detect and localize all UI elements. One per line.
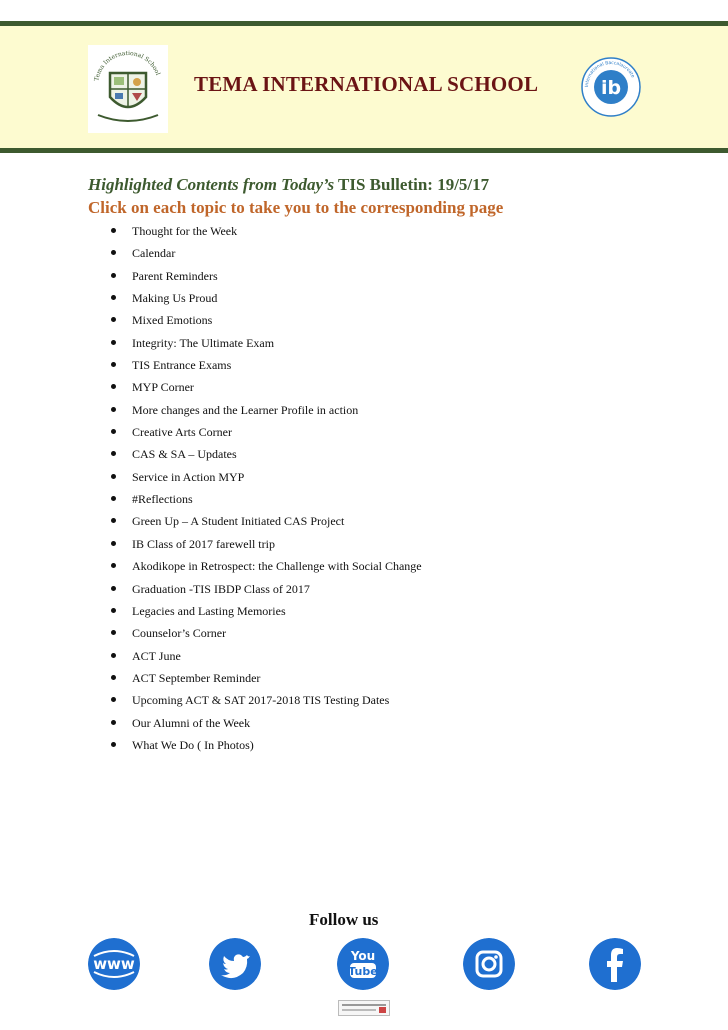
facebook-icon[interactable]: [589, 938, 641, 990]
topic-label[interactable]: Our Alumni of the Week: [132, 715, 251, 730]
topic-label[interactable]: #Reflections: [132, 492, 193, 507]
bullet-icon: [111, 474, 116, 479]
topic-label[interactable]: Legacies and Lasting Memories: [132, 603, 286, 618]
topic-label[interactable]: Counselor’s Corner: [132, 626, 227, 641]
bullet-icon: [111, 362, 116, 367]
bullet-icon: [111, 451, 116, 456]
topic-label[interactable]: Creative Arts Corner: [132, 425, 232, 440]
bullet-icon: [111, 541, 116, 546]
topic-label[interactable]: Green Up – A Student Initiated CAS Project: [132, 514, 345, 529]
bullet-icon: [111, 608, 116, 613]
topic-link[interactable]: [0, 734, 422, 756]
topic-label[interactable]: CAS & SA – Updates: [132, 447, 237, 462]
website-icon[interactable]: [88, 938, 140, 990]
bullet-icon: [111, 340, 116, 345]
bullet-icon: [111, 228, 116, 233]
topic-label[interactable]: Mixed Emotions: [132, 313, 213, 328]
bullet-icon: [111, 697, 116, 702]
topic-link[interactable]: [0, 265, 422, 287]
bullet-icon: [111, 586, 116, 591]
youtube-icon[interactable]: [337, 938, 389, 990]
topic-label[interactable]: Integrity: The Ultimate Exam: [132, 335, 275, 350]
bullet-icon: [111, 720, 116, 725]
topic-link[interactable]: [0, 287, 422, 309]
header-banner: [0, 21, 728, 153]
ib-logo-icon: [580, 56, 642, 118]
bullet-icon: [111, 675, 116, 680]
topic-label[interactable]: MYP Corner: [132, 380, 194, 395]
topic-link[interactable]: [0, 443, 422, 465]
topic-link[interactable]: [0, 510, 422, 532]
bulletin-instruction: Click on each topic to take you to the corresponding page: [88, 198, 504, 217]
instagram-icon[interactable]: [463, 938, 515, 990]
topic-link[interactable]: [0, 309, 422, 331]
topic-link[interactable]: [0, 421, 422, 443]
topic-label[interactable]: Calendar: [132, 246, 176, 261]
topic-link[interactable]: [0, 242, 422, 264]
bulletin-heading-date: TIS Bulletin: 19/5/17: [334, 175, 490, 194]
topic-link[interactable]: [0, 667, 422, 689]
footer-logo: [338, 1000, 390, 1016]
bullet-icon: [111, 295, 116, 300]
bullet-icon: [111, 742, 116, 747]
bullet-icon: [111, 250, 116, 255]
bullet-icon: [111, 407, 116, 412]
school-crest-icon: [88, 45, 168, 133]
topic-link[interactable]: [0, 466, 422, 488]
topic-link[interactable]: [0, 622, 422, 644]
bullet-icon: [111, 518, 116, 523]
topic-link[interactable]: [0, 600, 422, 622]
bullet-icon: [111, 496, 116, 501]
topic-list: [0, 220, 422, 756]
topic-link[interactable]: [0, 332, 422, 354]
bullet-icon: [111, 273, 116, 278]
topic-label[interactable]: ACT September Reminder: [132, 670, 261, 685]
bulletin-heading: [88, 175, 489, 195]
topic-label[interactable]: Thought for the Week: [132, 224, 238, 238]
svg-text:ib: ib: [600, 77, 622, 99]
topic-label[interactable]: Akodikope in Retrospect: the Challenge with Social Change: [132, 559, 422, 574]
topic-link[interactable]: [0, 354, 422, 376]
topic-link[interactable]: [0, 376, 422, 398]
topic-link[interactable]: [0, 712, 422, 734]
topic-link[interactable]: [0, 645, 422, 667]
topic-label[interactable]: Making Us Proud: [132, 291, 218, 306]
topic-link[interactable]: [0, 399, 422, 421]
topic-label[interactable]: More changes and the Learner Profile in action: [132, 402, 359, 417]
bullet-icon: [111, 653, 116, 658]
topic-label[interactable]: TIS Entrance Exams: [132, 358, 232, 373]
topic-link[interactable]: [0, 533, 422, 555]
bullet-icon: [111, 317, 116, 322]
svg-text:You: You: [350, 949, 376, 963]
svg-text:www: www: [93, 955, 135, 973]
topic-link[interactable]: [0, 578, 422, 600]
bullet-icon: [111, 563, 116, 568]
topic-link[interactable]: [0, 488, 422, 510]
topic-label[interactable]: Graduation -TIS IBDP Class of 2017: [132, 581, 310, 596]
school-title: TEMA INTERNATIONAL SCHOOL: [194, 72, 539, 96]
topic-link[interactable]: [0, 689, 422, 711]
topic-label[interactable]: IB Class of 2017 farewell trip: [132, 536, 275, 551]
topic-label[interactable]: Service in Action MYP: [132, 469, 245, 484]
bullet-icon: [111, 630, 116, 635]
svg-text:Tema International School: Tema International School: [93, 49, 162, 82]
topic-label[interactable]: Upcoming ACT & SAT 2017-2018 TIS Testing Dates: [132, 693, 390, 708]
bullet-icon: [111, 384, 116, 389]
svg-text:Tube: Tube: [348, 965, 378, 978]
svg-text:International Baccalaureate: International Baccalaureate: [584, 60, 635, 88]
bulletin-heading-italic: Highlighted Contents from Today’s: [88, 175, 335, 194]
follow-us-label: Follow us: [309, 910, 379, 929]
topic-label[interactable]: Parent Reminders: [132, 268, 218, 283]
topic-label[interactable]: What We Do ( In Photos): [132, 737, 254, 752]
twitter-icon[interactable]: [209, 938, 261, 990]
topic-link[interactable]: [0, 555, 422, 577]
bullet-icon: [111, 429, 116, 434]
topic-label[interactable]: ACT June: [132, 648, 181, 663]
topic-link[interactable]: [0, 220, 422, 242]
